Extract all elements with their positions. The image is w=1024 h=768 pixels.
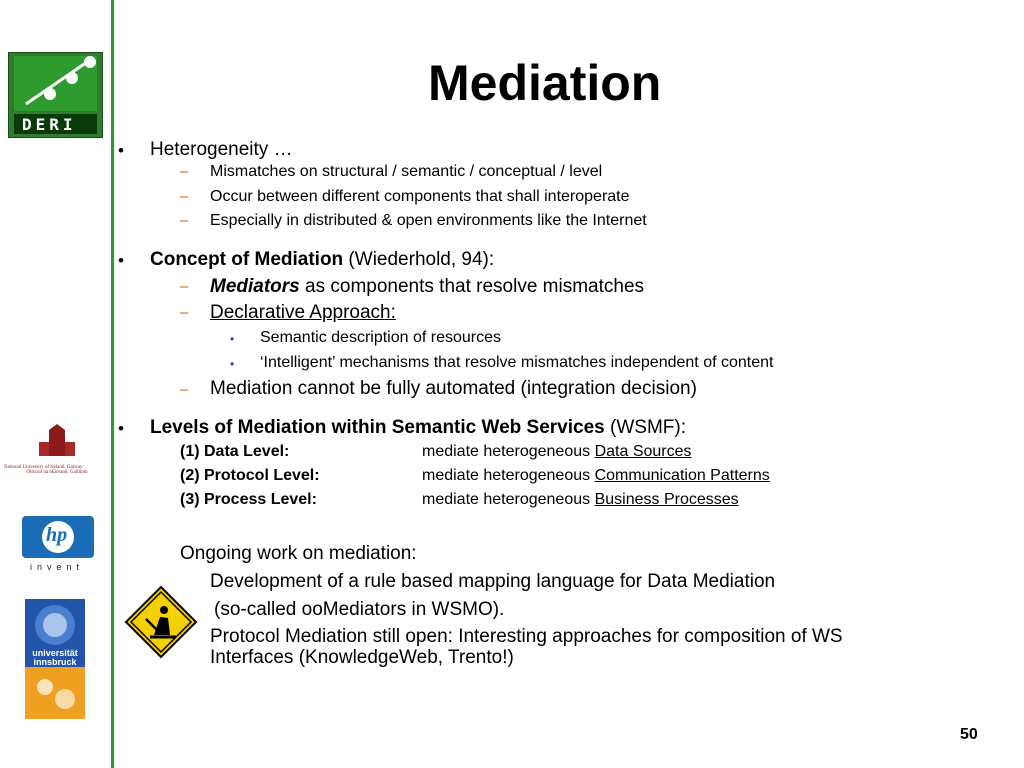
heading-concept-text: Concept of Mediation (150, 249, 344, 270)
heterogeneity-item: Mismatches on structural / semantic / conceptual / level (210, 163, 603, 180)
dash-icon: – (180, 188, 189, 205)
level-prefix: mediate heterogeneous (422, 467, 595, 484)
declarative-subitem: ‘Intelligent’ mechanisms that resolve mismatches independent of content (260, 354, 774, 371)
hp-logo (22, 516, 92, 570)
heading-levels-text: Levels of Mediation within Semantic Web Services (150, 417, 605, 438)
level-link-communication-patterns[interactable]: Communication Patterns (594, 467, 770, 484)
level-label: (1) Data Level: (180, 443, 290, 460)
bullet-icon: • (118, 141, 124, 160)
mediators-text: as components that resolve mismatches (299, 276, 645, 297)
level-link-data-sources[interactable]: Data Sources (594, 443, 692, 460)
declarative-subitem: Semantic description of resources (260, 329, 501, 346)
dash-icon: – (180, 304, 189, 321)
level-label: (3) Process Level: (180, 491, 317, 508)
dash-icon: – (180, 212, 189, 229)
level-prefix: mediate heterogeneous (422, 443, 595, 460)
mediators-emphasis: Mediators (210, 276, 300, 297)
heading-concept-suffix: (Wiederhold, 94): (343, 249, 495, 270)
heterogeneity-item: Occur between different components that shall interoperate (210, 188, 630, 205)
ongoing-line: (so-called ooMediators in WSMO). (214, 599, 505, 620)
sidebar-divider (111, 0, 114, 768)
concept-item-mediators (210, 276, 644, 298)
dash-icon: – (180, 278, 189, 295)
heading-levels-of-mediation (150, 417, 686, 439)
level-label: (2) Protocol Level: (180, 467, 320, 484)
bullet-icon: • (118, 419, 124, 438)
ongoing-line: Development of a rule based mapping language for Data Mediation (210, 571, 776, 592)
heterogeneity-item: Especially in distributed & open environments like the Internet (210, 212, 647, 229)
hp-invent-text: invent (29, 562, 85, 572)
concept-item-automation: Mediation cannot be fully automated (integration decision) (210, 378, 697, 399)
hp-logo-text: hp (46, 524, 68, 546)
nuig-crest-icon (4, 424, 110, 460)
slide-title: Mediation (428, 55, 662, 111)
level-prefix: mediate heterogeneous (422, 491, 595, 508)
level-description (422, 491, 739, 509)
level-description (422, 467, 770, 485)
dash-icon: – (180, 381, 189, 398)
dash-icon: – (180, 163, 189, 180)
deri-logo (8, 52, 103, 138)
nuig-name: National University of Ireland, Galway (4, 465, 83, 470)
page-number: 50 (960, 726, 978, 743)
nuig-subname: Ollscoil na hÉireann, Gaillimh (26, 470, 88, 475)
ongoing-heading: Ongoing work on mediation: (180, 543, 417, 564)
innsbruck-logo (25, 599, 85, 719)
ongoing-line: Protocol Mediation still open: Interesting approaches for composition of WS (210, 626, 843, 647)
deri-logo-text: DERI (22, 115, 77, 134)
heading-heterogeneity: Heterogeneity … (150, 139, 293, 160)
work-in-progress-sign-icon (124, 585, 198, 659)
innsbruck-logo-text: universität innsbruck (32, 648, 78, 667)
sub-bullet-icon: • (230, 357, 235, 371)
sub-bullet-icon: • (230, 332, 235, 346)
bullet-icon: • (118, 251, 124, 270)
ongoing-line: Interfaces (KnowledgeWeb, Trento!) (210, 647, 514, 668)
nuig-logo (4, 424, 110, 484)
concept-item-declarative: Declarative Approach: (210, 302, 396, 323)
level-description (422, 443, 692, 461)
heading-concept-of-mediation (150, 249, 494, 271)
heading-levels-suffix: (WSMF): (604, 417, 686, 438)
level-link-business-processes[interactable]: Business Processes (594, 491, 739, 508)
